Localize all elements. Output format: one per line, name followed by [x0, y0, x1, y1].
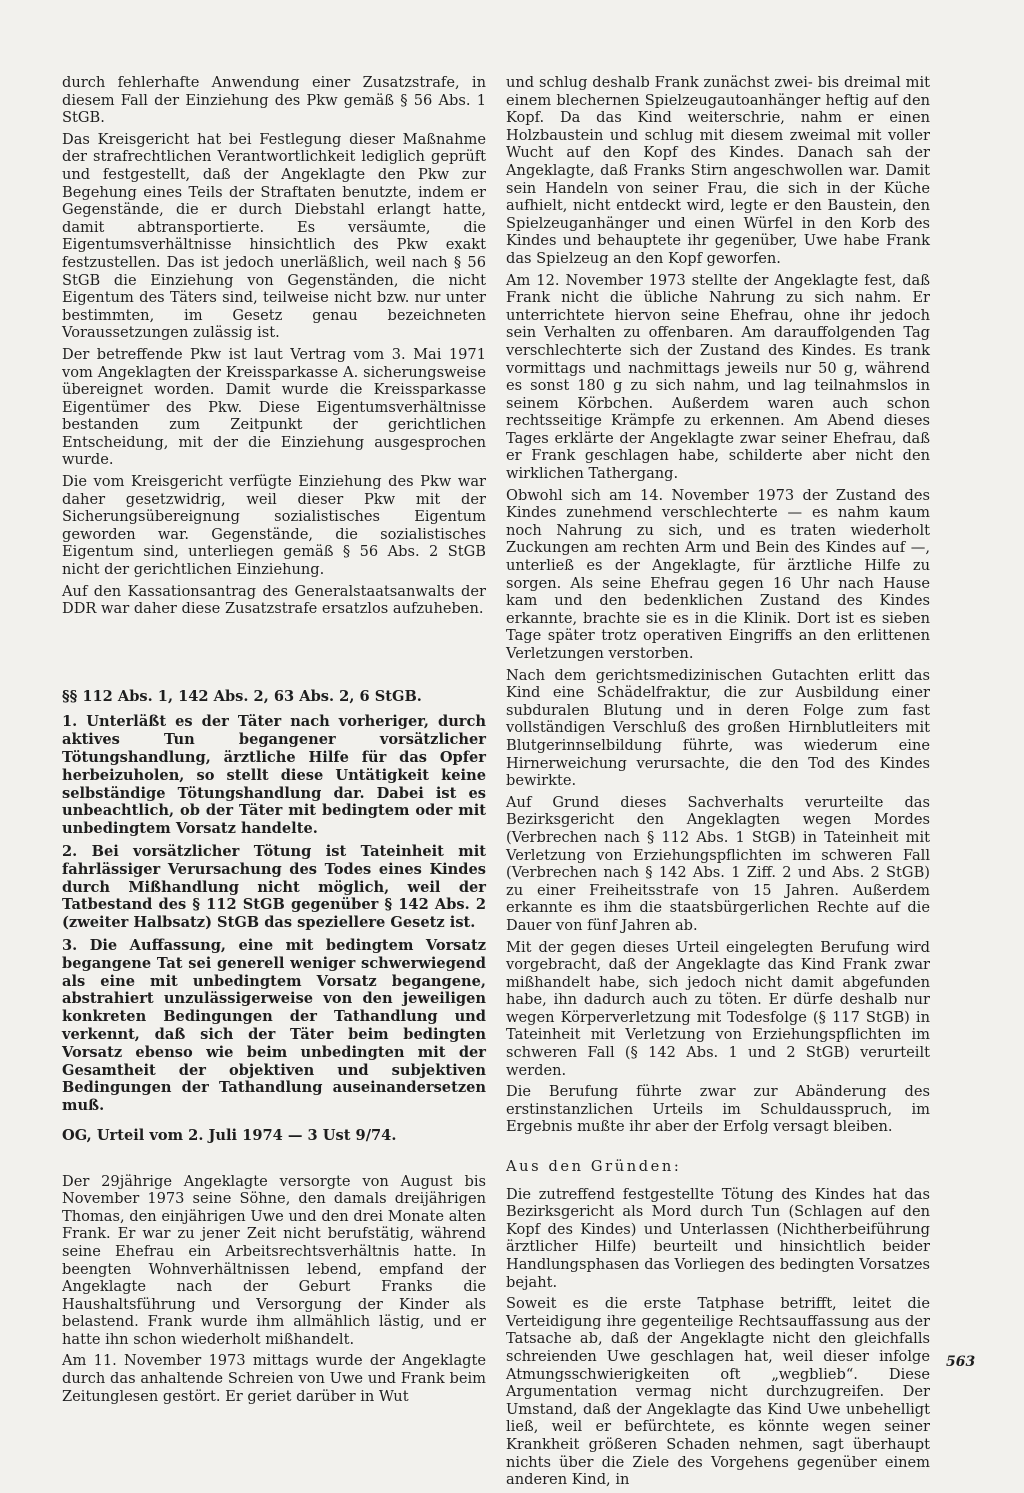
court-citation: OG, Urteil vom 2. Juli 1974 — 3 Ust 9/74.: [62, 1126, 397, 1144]
paragraph: durch fehlerhafte Anwendung einer Zusatzstrafe, in diesem Fall der Einziehung des Pkw gemäß § 56 Abs. 1 StGB.: [62, 74, 486, 127]
paragraph: Auf den Kassationsantrag des Generalstaatsanwalts der DDR war daher diese Zusatzstrafe ersatzlos aufzuheben.: [62, 582, 486, 618]
page-number: 563: [946, 1354, 976, 1370]
paragraph: Die Berufung führte zwar zur Abänderung des erstinstanzlichen Urteils im Schuldausspruch, im Ergebnis mußte ihr aber der Erfolg versagt bleiben.: [506, 1083, 930, 1136]
paragraph: Nach dem gerichtsmedizinischen Gutachten erlitt das Kind eine Schädelfraktur, die zur Ausbildung einer subduralen Blutung und in deren Folge zum fast vollständigen Verschluß des großen Hirnblutleiters mit Blutgerinnselbildung führte, was wiederum eine Hirnerweichung verursachte, die den Tod des Kindes bewirkte.: [506, 666, 930, 790]
paragraph: Auf Grund dieses Sachverhalts verurteilte das Bezirksgericht den Angeklagten wegen Mordes (Verbrechen nach § 112 Abs. 1 StGB) in Tateinheit mit Verletzung von Erziehungspflichten im schweren Fall (Verbrechen nach § 142 Abs. 1 Ziff. 2 und Abs. 2 StGB) zu einer Freiheitsstrafe von 15 Jahren. Außerdem erkannte es ihm die staatsbürgerlichen Rechte auf die Dauer von fünf Jahren ab.: [506, 793, 930, 934]
headnote: 3. Die Auffassung, eine mit bedingtem Vorsatz begangene Tat sei generell weniger schwerwiegend als eine mit unbedingtem Vorsatz begangene, abstrahiert unzulässigerweise von den jeweiligen konkreten Bedingungen der Tathandlung und verkennt, daß sich der Täter beim bedingten Vorsatz ebenso wie beim unbedingten mit der Gesamtheit der objektiven und subjektiven Bedingungen der Tathandlung auseinandersetzen muß.: [62, 936, 486, 1115]
headnote: 2. Bei vorsätzlicher Tötung ist Tateinheit mit fahrlässiger Verursachung des Todes eines Kindes durch Mißhandlung nicht möglich, weil der Tatbestand des § 112 StGB gegenüber § 142 Abs. 2 (zweiter Halbsatz) StGB das speziellere Gesetz ist.: [62, 842, 486, 932]
paragraph: Die zutreffend festgestellte Tötung des Kindes hat das Bezirksgericht als Mord durch Tun (Schlagen auf den Kopf des Kindes) und Unterlassen (Nichtherbeiführung ärztlicher Hilfe) beurteilt und hinsichtlich beider Handlungsphasen das Vorliegen des bedingten Vorsatzes bejaht.: [506, 1185, 930, 1291]
statute-heading: §§ 112 Abs. 1, 142 Abs. 2, 63 Abs. 2, 6 StGB.: [62, 687, 422, 705]
left-column: [62, 74, 486, 1409]
paragraph: Obwohl sich am 14. November 1973 der Zustand des Kindes zunehmend verschlechterte — es nahm kaum noch Nahrung zu sich, und es traten wiederholt Zuckungen am rechten Arm und Bein des Kindes auf —, unterließ es der Angeklagte, für ärztliche Hilfe zu sorgen. Als seine Ehefrau gegen 16 Uhr nach Hause kam und den bedenklichen Zustand des Kindes erkannte, brachte sie es in die Klinik. Dort ist es sieben Tage später trotz operativen Eingriffs an den erlittenen Verletzungen verstorben.: [506, 486, 930, 662]
paragraph: Am 12. November 1973 stellte der Angeklagte fest, daß Frank nicht die übliche Nahrung zu sich nahm. Er unterrichtete hiervon seine Ehefrau, ohne ihr jedoch sein Verhalten zu offenbaren. Am darauffolgenden Tag verschlechterte sich der Zustand des Kindes. Es trank vormittags und nachmittags jeweils nur 50 g, während es sonst 180 g zu sich nahm, und lag teilnahmslos in seinem Körbchen. Außerdem waren auch schon rechtsseitige Krämpfe zu erkennen. Am Abend dieses Tages erklärte der Angeklagte zwar seiner Ehefrau, daß er Frank geschlagen habe, schilderte aber nicht den wirklichen Tathergang.: [506, 271, 930, 483]
paragraph: Der betreffende Pkw ist laut Vertrag vom 3. Mai 1971 vom Angeklagten der Kreissparkasse A. sicherungsweise übereignet worden. Damit wurde die Kreissparkasse Eigentümer des Pkw. Diese Eigentumsverhältnisse bestanden zum Zeitpunkt der gerichtlichen Entscheidung, mit der die Einziehung ausgesprochen wurde.: [62, 345, 486, 469]
headnote: 1. Unterläßt es der Täter nach vorheriger, durch aktives Tun begangener vorsätzlicher Tötungshandlung, ärztliche Hilfe für das Opfer herbeizuholen, so stellt diese Untätigkeit keine selbständige Tötungshandlung dar. Dabei ist es unbeachtlich, ob der Täter mit bedingtem oder mit unbedingtem Vorsatz handelte.: [62, 713, 486, 838]
paragraph: Mit der gegen dieses Urteil eingelegten Berufung wird vorgebracht, daß der Angeklagte das Kind Frank zwar mißhandelt habe, sich jedoch nicht damit abgefunden habe, ihn dadurch auch zu töten. Er dürfe deshalb nur wegen Körperverletzung mit Todesfolge (§ 117 StGB) in Tateinheit mit Verletzung von Erziehungspflichten im schweren Fall (§ 142 Abs. 1 und 2 StGB) verurteilt werden.: [506, 938, 930, 1079]
paragraph: und schlug deshalb Frank zunächst zwei- bis dreimal mit einem blechernen Spielzeugautoanhänger heftig auf den Kopf. Da das Kind weiterschrie, nahm er einen Holzbaustein und schlug mit diesem zweimal mit voller Wucht auf den Kopf des Kindes. Danach sah der Angeklagte, daß Franks Stirn angeschwollen war. Damit sein Handeln von seiner Frau, die sich in der Küche aufhielt, nicht entdeckt wird, legte er den Baustein, den Spielzeuganhänger und einen Würfel in den Korb des Kindes und behauptete ihr gegenüber, Uwe habe Frank das Spielzeug an den Kopf geworfen.: [506, 74, 930, 267]
paragraph: Die vom Kreisgericht verfügte Einziehung des Pkw war daher gesetzwidrig, weil dieser Pkw mit der Sicherungsübereignung sozialistisches Eigentum geworden war. Gegenstände, die sozialistisches Eigentum sind, unterliegen gemäß § 56 Abs. 2 StGB nicht der gerichtlichen Einziehung.: [62, 473, 486, 579]
paragraph: Soweit es die erste Tatphase betrifft, leitet die Verteidigung ihre gegenteilige Rechtsauffassung aus der Tatsache ab, daß der Angeklagte nicht den gleichfalls schreienden Uwe geschlagen hat, weil dieser infolge Atmungsschwierigkeiten oft „wegblieb“. Diese Argumentation vermag nicht durchzugreifen. Der Umstand, daß der Angeklagte das Kind Uwe unbehelligt ließ, weil er befürchtete, es könnte wegen seiner Krankheit größeren Schaden nehmen, sagt überhaupt nichts über die Ziele des Vorgehens gegenüber einem anderen Kind, in: [506, 1295, 930, 1489]
right-column: [506, 74, 930, 1493]
paragraph: Der 29jährige Angeklagte versorgte von August bis November 1973 seine Söhne, den damals dreijährigen Thomas, den einjährigen Uwe und den drei Monate alten Frank. Er war zu jener Zeit nicht berufstätig, während seine Ehefrau ein Arbeitsrechtsverhältnis hatte. In beengten Wohnverhältnissen lebend, empfand der Angeklagte nach der Geburt Franks die Haushaltsführung und Versorgung der Kinder als belastend. Frank wurde ihm allmählich lästig, und er hatte ihn schon wiederholt mißhandelt.: [62, 1172, 486, 1348]
paragraph: Das Kreisgericht hat bei Festlegung dieser Maßnahme der strafrechtlichen Verantwortlichkeit lediglich geprüft und festgestellt, daß der Angeklagte den Pkw zur Begehung eines Teils der Straftaten benutzte, indem er Gegenstände, die er durch Diebstahl erlangt hatte, damit abtransportierte. Es versäumte, die Eigentumsverhältnisse hinsichtlich des Pkw exakt festzustellen. Das ist jedoch unerläßlich, weil nach § 56 StGB die Einziehung von Gegenständen, die nicht Eigentum des Täters sind, teilweise nicht bzw. nur unter bestimmten, im Gesetz genau bezeichneten Voraussetzungen zulässig ist.: [62, 130, 486, 342]
paragraph: Am 11. November 1973 mittags wurde der Angeklagte durch das anhaltende Schreien von Uwe und Frank beim Zeitunglesen gestört. Er geriet darüber in Wut: [62, 1352, 486, 1405]
grounds-heading: Aus den Gründen:: [506, 1158, 682, 1176]
